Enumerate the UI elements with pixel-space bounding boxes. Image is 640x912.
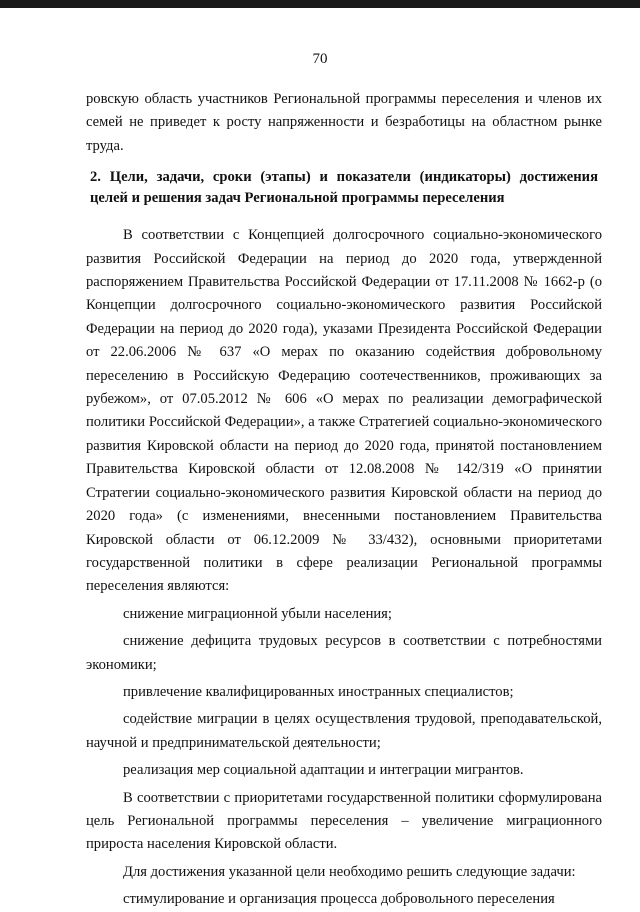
paragraph-goal: В соответствии с приоритетами государственной политики сформулирована цель Региональной программы переселения – увеличение миграционного прироста населения Кировской области. — [86, 789, 602, 853]
section-heading: 2. Цели, задачи, сроки (этапы) и показатели (индикаторы) достижения целей и решения задач Региональной программы переселения — [90, 169, 598, 207]
list-item-priority-4: содействие миграции в целях осуществления трудовой, преподавательской, научной и предпринимательской деятельности; — [86, 711, 602, 751]
paragraph-continuation: ровскую область участников Региональной программы переселения и членов их семей не приведет к росту напряженности и безработицы на областном рынке труда. — [86, 91, 602, 154]
top-border-rule — [0, 0, 640, 8]
list-item-priority-5: реализация мер социальной адаптации и интеграции мигрантов. — [123, 762, 524, 779]
document-body — [86, 88, 602, 912]
list-item-priority-1: снижение миграционной убыли населения; — [123, 605, 392, 622]
page-number: 70 — [312, 51, 328, 67]
paragraph-priorities-intro: В соответствии с Концепцией долгосрочного социально-экономического развития Российской Федерации на период до 2020 года, утвержденной распоряжением Правительства Российской Федерации от 17.11.2008 № 1662-р (о Концепции долгосрочного социально-экономического развития Российской Федерации на период до 2020 года), указами Президента Российской Федерации от 22.06.2006 № 637 «О мерах по оказанию содействия добровольному переселению в Российскую Федерацию соотечественников, проживающих за рубежом», от 07.05.2012 № 606 «О мерах по реализации демографической политики Российской Федерации», а также Стратегией социально-экономического развития Кировской области на период до 2020 года, принятой постановлением Правительства Кировской области от 12.08.2008 № 142/319 «О принятии Стратегии социально-экономического развития Кировской области на период до 2020 года» (с изменениями, внесенными постановлением Правительства Кировской области от 06.12.2009 № 33/432), основными приоритетами государственной политики в сфере реализации Региональной программы переселения являются: — [86, 227, 602, 595]
list-item-priority-3: привлечение квалифицированных иностранных специалистов; — [123, 683, 514, 700]
list-item-priority-2: снижение дефицита трудовых ресурсов в соответствии с потребностями экономики; — [86, 633, 602, 673]
list-item-task-1: стимулирование и организация процесса добровольного переселения — [123, 891, 555, 908]
paragraph-tasks-intro: Для достижения указанной цели необходимо решить следующие задачи: — [123, 863, 576, 880]
